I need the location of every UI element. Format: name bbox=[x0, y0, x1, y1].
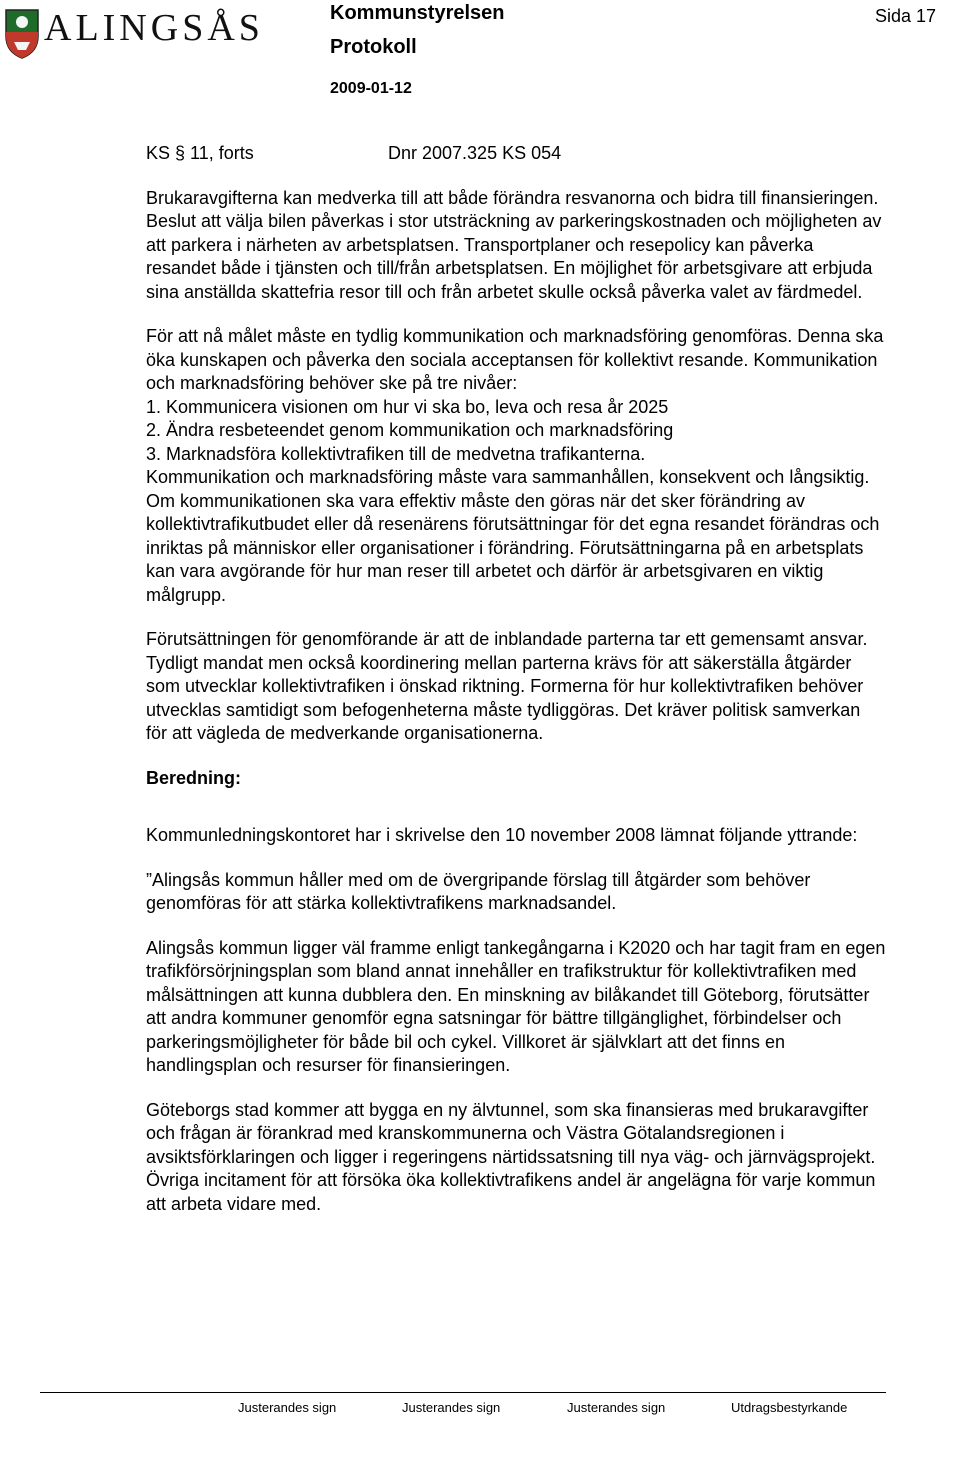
case-reference bbox=[146, 142, 886, 166]
paragraph-statement-intro: Kommunledningskontoret har i skrivelse den 10 november 2008 lämnat följande yttrande: bbox=[146, 825, 858, 845]
signature-field-1: Justerandes sign bbox=[238, 1400, 337, 1415]
coat-of-arms-icon bbox=[2, 2, 42, 62]
communication-rest: Kommunikation och marknadsföring måste vara sammanhållen, konsekvent och långsiktig. Om kommunikationen ska vara effektiv måste den göras när det sker förändring av kollektivtrafikutbudet eller då resenärens förutsättningar för det egna resandet förändras och inriktas på människor eller organisationer i förändring. Förutsättningarna på en arbetsplats kan vara avgörande för hur man reser till arbetet och därför är arbetsgivaren en viktig målgrupp. bbox=[146, 467, 880, 605]
list-item: 3. Marknadsföra kollektivtrafiken till de medvetna trafikanterna. bbox=[146, 443, 646, 464]
footer-divider bbox=[40, 1392, 886, 1393]
signature-field-3: Justerandes sign bbox=[567, 1400, 666, 1415]
list-item: 2. Ändra resbeteendet genom kommunikation och marknadsföring bbox=[146, 420, 674, 440]
section-heading-beredning: Beredning: bbox=[146, 767, 242, 788]
communication-intro: För att nå målet måste en tydlig kommunikation och marknadsföring genomföras. Denna ska öka kunskapen och påverka den sociala acceptansen för kollektivt resande. Kommunikation och marknadsföring behöver ske på tre nivåer: bbox=[146, 326, 884, 393]
logo-wordmark: ALINGSÅS bbox=[44, 7, 264, 49]
protocol-body bbox=[146, 142, 886, 1237]
list-item: 1. Kommunicera visionen om hur vi ska bo, leva och resa år 2025 bbox=[146, 396, 669, 417]
signature-field-2: Justerandes sign bbox=[402, 1400, 501, 1415]
paragraph-gothenburg-tunnel: Göteborgs stad kommer att bygga en ny älvtunnel, som ska finansieras med brukaravgifter och frågan är förankrad med kranskommunerna och Västra Götalandsregionen i avsiktsförklaringen och ligger i regeringens närtidssatsning till nya väg- och järnvägsprojekt. Övriga incitament för att försöka öka kollektivtrafikens andel är angelägna för varje kommun att arbeta vidare med. bbox=[146, 1099, 876, 1214]
paragraph-user-fees: Brukaravgifterna kan medverka till att både förändra resvanorna och bidra till finansieringen. Beslut att välja bilen påverkas i stor utsträckning av parkeringskostnaden och möjligheten av att parkera i närheten av arbetsplatsen. Transportplaner och resepolicy kan påverka resandet både i tjänsten och till/från arbetsplatsen. En möjlighet för arbetsgivare att erbjuda sina anställda skattefria resor till och från arbetet skulle också påverka valet av färdmedel. bbox=[146, 187, 882, 302]
page-number: Sida 17 bbox=[874, 6, 936, 26]
paragraph-communication bbox=[146, 325, 886, 607]
diary-number: Dnr 2007.325 KS 054 bbox=[388, 143, 562, 163]
extract-certification-field: Utdragsbestyrkande bbox=[731, 1400, 848, 1415]
case-paragraph: KS § 11, forts bbox=[146, 143, 254, 163]
paragraph-quote-start: ”Alingsås kommun håller med om de övergripande förslag till åtgärder som behöver genomföras för att stärka kollektivtrafikens marknadsandel. bbox=[146, 869, 811, 913]
paragraph-alingsas-position: Alingsås kommun ligger väl framme enligt tankegångarna i K2020 och har tagit fram en egen trafikförsörjningsplan som bland annat innehåller en trafikstruktur för kollektivtrafiken med målsättningen att kunna dubblera den. En minskning av bilåkandet till Göteborg, förutsätter att andra kommuner genomför egna satsningar för bättre tillgänglighet, förbindelser och parkeringsmöjligheter för både bil och cykel. Villkoret är självklart att det finns en handlingsplan och resurser för finansieringen. bbox=[146, 937, 886, 1075]
municipality-logo bbox=[0, 2, 262, 64]
meeting-date: 2009-01-12 bbox=[330, 80, 412, 97]
committee-name: Kommunstyrelsen bbox=[330, 2, 505, 24]
paragraph-prerequisites: Förutsättningen för genomförande är att de inblandade parterna tar ett gemensamt ansvar. Tydligt mandat men också koordinering mellan parterna krävs för att säkerställa åtgärder som utvecklar kollektivtrafiken i önskad riktning. Formerna för hur kollektivtrafiken behöver utvecklas samtidigt som befogenheterna måste tydliggöras. Det kräver politisk samverkan för att vägleda de medverkande organisationerna. bbox=[146, 629, 868, 743]
document-type: Protokoll bbox=[330, 36, 417, 58]
